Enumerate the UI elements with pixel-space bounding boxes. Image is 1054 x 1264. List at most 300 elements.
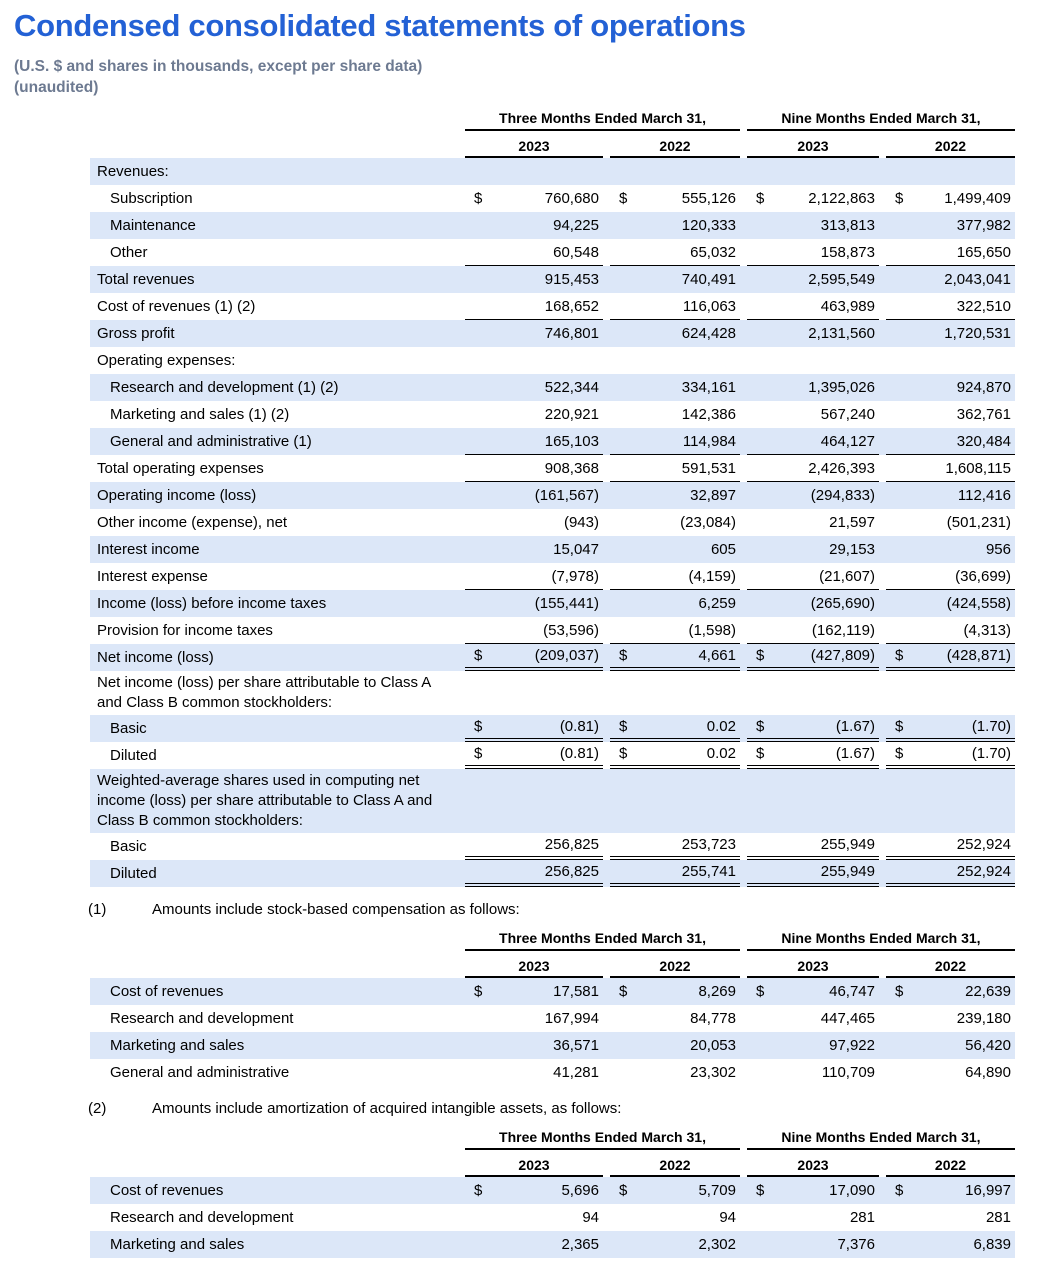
row-label: Subscription — [110, 189, 193, 207]
cell — [610, 239, 740, 266]
cell — [610, 1005, 740, 1032]
cell — [465, 1005, 603, 1032]
cell-value: (1.67) — [835, 745, 875, 762]
table-row — [90, 320, 1015, 347]
col-year-2022: 2022 — [610, 955, 740, 978]
cell — [610, 617, 740, 644]
cell — [886, 671, 1015, 715]
cell — [610, 509, 740, 536]
cell-value: (4,159) — [688, 567, 736, 585]
cell-value: 94 — [582, 1209, 599, 1226]
cell — [610, 536, 740, 563]
table-body — [90, 158, 1015, 887]
cell-value: (7,978) — [551, 567, 599, 585]
cell-value: 555,126 — [681, 190, 736, 207]
cell — [465, 1231, 603, 1258]
cell-value: 253,723 — [681, 836, 736, 853]
cell — [610, 482, 740, 509]
cell-value: (36,699) — [955, 567, 1011, 585]
cell — [465, 1204, 603, 1231]
table-row — [90, 401, 1015, 428]
cell-value: 252,924 — [956, 863, 1011, 880]
dollar-sign: $ — [895, 190, 904, 207]
cell — [610, 428, 740, 455]
dollar-sign: $ — [474, 983, 483, 1000]
table-header-groups — [90, 110, 1015, 131]
footnote-1-text: Amounts include stock-based compensation as follows: — [152, 901, 520, 918]
cell — [747, 617, 879, 644]
table-row — [90, 1032, 1015, 1059]
table-row — [90, 1059, 1015, 1086]
cell — [465, 185, 603, 212]
cell-value: (21,607) — [819, 567, 875, 585]
row-label: Marketing and sales — [110, 1036, 245, 1054]
cell-value: (23,084) — [680, 514, 736, 531]
cell — [886, 715, 1015, 742]
col-year-2023: 2023 — [465, 135, 603, 158]
cell — [610, 374, 740, 401]
table-row — [90, 833, 1015, 860]
cell — [610, 266, 740, 293]
cell-value: 41,281 — [553, 1064, 599, 1081]
cell-value: 915,453 — [544, 271, 599, 288]
cell — [886, 833, 1015, 860]
header-spacer — [90, 110, 458, 131]
cell — [465, 374, 603, 401]
dollar-sign: $ — [756, 718, 765, 735]
cell — [886, 239, 1015, 266]
dollar-sign: $ — [619, 190, 628, 207]
table-row — [90, 590, 1015, 617]
cell — [610, 1032, 740, 1059]
cell — [747, 644, 879, 671]
cell — [747, 347, 879, 374]
col-group-nine-months: Nine Months Ended March 31, — [747, 1129, 1015, 1150]
cell-value: 1,608,115 — [945, 459, 1011, 477]
cell — [886, 1204, 1015, 1231]
cell — [610, 347, 740, 374]
cell — [747, 239, 879, 266]
cell-value: 2,131,560 — [808, 325, 875, 342]
cell — [886, 266, 1015, 293]
cell — [886, 482, 1015, 509]
table-row — [90, 1231, 1015, 1258]
cell-value: 20,053 — [690, 1037, 736, 1054]
row-label: Total revenues — [97, 270, 195, 288]
cell — [465, 293, 603, 320]
cell-value: 56,420 — [965, 1037, 1011, 1054]
dollar-sign: $ — [474, 647, 483, 664]
cell — [886, 769, 1015, 833]
cell — [610, 1177, 740, 1204]
cell-value: 94,225 — [553, 217, 599, 234]
cell — [465, 833, 603, 860]
cell-value: 168,652 — [544, 297, 599, 315]
cell-value: 17,581 — [553, 983, 599, 1000]
table-row — [90, 293, 1015, 320]
cell — [610, 742, 740, 769]
footnote-2-marker: (2) — [88, 1100, 107, 1117]
table-row — [90, 1204, 1015, 1231]
cell — [886, 1231, 1015, 1258]
table-row — [90, 715, 1015, 742]
cell-value: (943) — [563, 514, 599, 531]
cell — [610, 833, 740, 860]
col-year-2023: 2023 — [747, 955, 879, 978]
cell — [465, 860, 603, 887]
table-row — [90, 212, 1015, 239]
dollar-sign: $ — [474, 190, 483, 207]
cell — [465, 1177, 603, 1204]
cell — [886, 212, 1015, 239]
cell-value: 0.02 — [706, 718, 736, 735]
cell — [886, 1177, 1015, 1204]
table-header-groups — [90, 930, 1015, 951]
cell-value: 94 — [719, 1209, 736, 1226]
cell — [886, 401, 1015, 428]
table-header-groups — [90, 1129, 1015, 1150]
cell — [747, 509, 879, 536]
cell — [465, 978, 603, 1005]
cell — [747, 212, 879, 239]
cell — [465, 428, 603, 455]
cell — [886, 617, 1015, 644]
cell — [610, 212, 740, 239]
cell — [465, 742, 603, 769]
cell — [610, 293, 740, 320]
cell-value: 567,240 — [820, 406, 875, 423]
cell-value: 65,032 — [690, 243, 736, 261]
cell — [886, 644, 1015, 671]
cell — [747, 374, 879, 401]
row-label: Weighted-average shares used in computing net income (loss) per share attributable to Class A and Class B common stockholders: — [97, 772, 433, 829]
cell-value: 591,531 — [681, 459, 736, 477]
dollar-sign: $ — [474, 718, 483, 735]
cell-value: (155,441) — [534, 595, 599, 612]
dollar-sign: $ — [474, 745, 483, 762]
cell-value: 110,709 — [821, 1064, 875, 1081]
col-group-nine-months: Nine Months Ended March 31, — [747, 930, 1015, 951]
cell-value: (501,231) — [946, 514, 1011, 531]
table-row — [90, 428, 1015, 455]
cell-value: 2,302 — [698, 1236, 736, 1253]
cell-value: 447,465 — [820, 1010, 875, 1027]
dollar-sign: $ — [895, 1182, 904, 1199]
cell — [610, 158, 740, 185]
cell — [747, 1005, 879, 1032]
cell — [747, 455, 879, 482]
cell — [747, 1032, 879, 1059]
cell-value: 746,801 — [544, 325, 599, 342]
cell — [747, 769, 879, 833]
cell — [610, 769, 740, 833]
cell-value: 116,063 — [682, 297, 736, 315]
cell-value: 956 — [985, 541, 1011, 558]
col-year-2023: 2023 — [465, 1154, 603, 1177]
header-spacer — [90, 135, 458, 158]
cell-value: 1,499,409 — [944, 190, 1011, 207]
cell — [886, 1059, 1015, 1086]
cell — [610, 671, 740, 715]
table-row — [90, 482, 1015, 509]
cell-value: (1.70) — [971, 718, 1011, 735]
cell — [747, 536, 879, 563]
cell — [886, 428, 1015, 455]
table-row — [90, 185, 1015, 212]
cell — [610, 455, 740, 482]
cell-value: 256,825 — [544, 863, 599, 880]
cell-value: 377,982 — [956, 217, 1011, 234]
cell-value: 322,510 — [956, 297, 1011, 315]
cell-value: 313,813 — [820, 217, 875, 234]
cell — [747, 158, 879, 185]
cell-value: 255,949 — [820, 863, 875, 880]
table-row — [90, 158, 1015, 185]
cell — [465, 266, 603, 293]
col-year-2022: 2022 — [886, 135, 1015, 158]
cell-value: 46,747 — [829, 983, 875, 1000]
dollar-sign: $ — [895, 718, 904, 735]
dollar-sign: $ — [756, 1182, 765, 1199]
cell — [747, 833, 879, 860]
cell-value: (209,037) — [534, 647, 599, 664]
table-row — [90, 671, 1015, 715]
cell — [747, 860, 879, 887]
cell — [886, 158, 1015, 185]
cell-value: 0.02 — [706, 745, 736, 762]
cell — [747, 1059, 879, 1086]
cell-value: (428,871) — [946, 647, 1011, 664]
cell — [747, 293, 879, 320]
cell-value: 16,997 — [965, 1182, 1011, 1199]
col-year-2022: 2022 — [886, 955, 1015, 978]
row-label: Maintenance — [110, 216, 196, 234]
cell — [465, 320, 603, 347]
cell — [465, 590, 603, 617]
col-group-three-months: Three Months Ended March 31, — [465, 930, 740, 951]
cell-value: 8,269 — [698, 983, 736, 1000]
cell — [610, 860, 740, 887]
cell-value: (1,598) — [688, 621, 736, 639]
row-label: Marketing and sales — [110, 1235, 245, 1253]
cell-value: 220,921 — [544, 406, 599, 423]
col-year-2023: 2023 — [747, 1154, 879, 1177]
cell — [610, 1204, 740, 1231]
cell-value: 2,595,549 — [808, 271, 875, 288]
footnote-1-marker: (1) — [88, 901, 107, 918]
dollar-sign: $ — [619, 718, 628, 735]
cell-value: (162,119) — [811, 621, 875, 639]
cell — [886, 320, 1015, 347]
cell — [465, 158, 603, 185]
row-label: Provision for income taxes — [97, 621, 273, 639]
cell — [610, 644, 740, 671]
dollar-sign: $ — [619, 983, 628, 1000]
cell — [465, 212, 603, 239]
table-body — [90, 978, 1015, 1086]
cell-value: (424,558) — [946, 595, 1011, 612]
cell — [610, 978, 740, 1005]
dollar-sign: $ — [756, 190, 765, 207]
cell — [465, 1059, 603, 1086]
header-spacer — [90, 1129, 458, 1150]
cell — [886, 185, 1015, 212]
col-year-2022: 2022 — [886, 1154, 1015, 1177]
cell-value: 15,047 — [553, 541, 599, 558]
table-header-years — [90, 135, 1015, 158]
cell-value: 239,180 — [956, 1010, 1011, 1027]
cell-value: (294,833) — [810, 487, 875, 504]
cell — [465, 617, 603, 644]
cell — [610, 320, 740, 347]
col-group-three-months: Three Months Ended March 31, — [465, 1129, 740, 1150]
cell-value: 120,333 — [681, 217, 736, 234]
dollar-sign: $ — [619, 745, 628, 762]
cell-value: (427,809) — [810, 647, 875, 664]
cell-value: 1,395,026 — [808, 379, 875, 396]
footnote-2-text: Amounts include amortization of acquired intangible assets, as follows: — [152, 1100, 622, 1117]
cell — [747, 1204, 879, 1231]
row-label: Other — [110, 243, 148, 261]
table-row — [90, 742, 1015, 769]
cell-value: 464,127 — [820, 432, 875, 450]
amortization-intangibles-table — [90, 1129, 1015, 1258]
table-row — [90, 536, 1015, 563]
cell-value: (161,567) — [534, 487, 599, 504]
col-year-2023: 2023 — [465, 955, 603, 978]
cell-value: (53,596) — [543, 621, 599, 639]
row-label: Other income (expense), net — [97, 513, 288, 531]
subtitle-units: (U.S. $ and shares in thousands, except per share data) — [14, 58, 423, 75]
cell-value: 114,984 — [682, 432, 736, 450]
table-body — [90, 1177, 1015, 1258]
dollar-sign: $ — [756, 745, 765, 762]
dollar-sign: $ — [619, 1182, 628, 1199]
table-row — [90, 860, 1015, 887]
cell-value: 334,161 — [681, 379, 736, 396]
cell-value: 17,090 — [829, 1182, 875, 1199]
cell — [747, 266, 879, 293]
cell — [886, 1032, 1015, 1059]
table-row — [90, 239, 1015, 266]
row-label: Basic — [110, 719, 147, 737]
table-row — [90, 617, 1015, 644]
cell-value: 2,043,041 — [944, 271, 1011, 288]
col-year-2023: 2023 — [747, 135, 879, 158]
cell — [747, 715, 879, 742]
cell — [465, 769, 603, 833]
cell-value: 2,365 — [561, 1236, 599, 1253]
cell-value: 924,870 — [956, 379, 1011, 396]
cell-value: 142,386 — [681, 406, 736, 423]
cell-value: (4,313) — [963, 621, 1011, 639]
col-year-2022: 2022 — [610, 1154, 740, 1177]
table-row — [90, 347, 1015, 374]
cell — [886, 536, 1015, 563]
cell — [610, 1231, 740, 1258]
cell-value: 740,491 — [681, 271, 736, 288]
cell-value: 4,661 — [698, 647, 736, 664]
cell — [886, 509, 1015, 536]
cell — [465, 347, 603, 374]
cell-value: 23,302 — [690, 1064, 736, 1081]
row-label: Net income (loss) per share attributable to Class A and Class B common stockholders: — [97, 674, 431, 711]
header-spacer — [90, 930, 458, 951]
row-label: Research and development — [110, 1208, 294, 1226]
footnote-1 — [88, 901, 1054, 918]
cell-value: 605 — [710, 541, 736, 558]
table-row — [90, 1177, 1015, 1204]
row-label: Net income (loss) — [97, 648, 214, 666]
cell — [747, 185, 879, 212]
dollar-sign: $ — [756, 983, 765, 1000]
cell-value: 7,376 — [837, 1236, 875, 1253]
cell — [465, 1032, 603, 1059]
cell — [886, 860, 1015, 887]
cell — [610, 185, 740, 212]
row-label: Operating expenses: — [97, 351, 236, 369]
row-label: Operating income (loss) — [97, 486, 257, 504]
dollar-sign: $ — [895, 983, 904, 1000]
row-label: Income (loss) before income taxes — [97, 594, 327, 612]
cell-value: 60,548 — [553, 243, 599, 261]
cell-value: 320,484 — [956, 432, 1011, 450]
cell-value: 908,368 — [544, 459, 599, 477]
page-subtitle — [14, 56, 1054, 98]
row-label: Basic — [110, 837, 147, 855]
cell — [610, 715, 740, 742]
row-label: Interest income — [97, 540, 200, 558]
cell — [886, 374, 1015, 401]
cell-value: 97,922 — [829, 1037, 875, 1054]
cell — [886, 1005, 1015, 1032]
dollar-sign: $ — [619, 647, 628, 664]
stock-based-compensation-table — [90, 930, 1015, 1086]
cell-value: 29,153 — [829, 541, 875, 558]
row-label: General and administrative — [110, 1063, 290, 1081]
row-label: Marketing and sales (1) (2) — [110, 405, 290, 423]
cell — [886, 590, 1015, 617]
table-row — [90, 978, 1015, 1005]
cell-value: 167,994 — [544, 1010, 599, 1027]
cell-value: 158,873 — [820, 243, 875, 261]
cell — [610, 1059, 740, 1086]
cell — [886, 455, 1015, 482]
cell — [747, 978, 879, 1005]
main-statements-table — [90, 110, 1015, 887]
cell — [465, 401, 603, 428]
row-label: Revenues: — [97, 162, 169, 180]
row-label: Interest expense — [97, 567, 208, 585]
cell-value: 22,639 — [965, 983, 1011, 1000]
cell — [465, 536, 603, 563]
cell-value: 165,650 — [956, 243, 1011, 261]
cell-value: 362,761 — [956, 406, 1011, 423]
row-label: Diluted — [110, 864, 157, 882]
cell-value: (0.81) — [559, 718, 599, 735]
dollar-sign: $ — [895, 745, 904, 762]
cell — [465, 671, 603, 715]
row-label: Cost of revenues — [110, 1181, 224, 1199]
cell-value: 112,416 — [957, 487, 1011, 504]
table-header-years — [90, 1154, 1015, 1177]
row-label: Research and development (1) (2) — [110, 378, 339, 396]
cell — [747, 1231, 879, 1258]
cell — [747, 482, 879, 509]
table-row — [90, 563, 1015, 590]
cell-value: 84,778 — [690, 1010, 736, 1027]
cell — [610, 563, 740, 590]
